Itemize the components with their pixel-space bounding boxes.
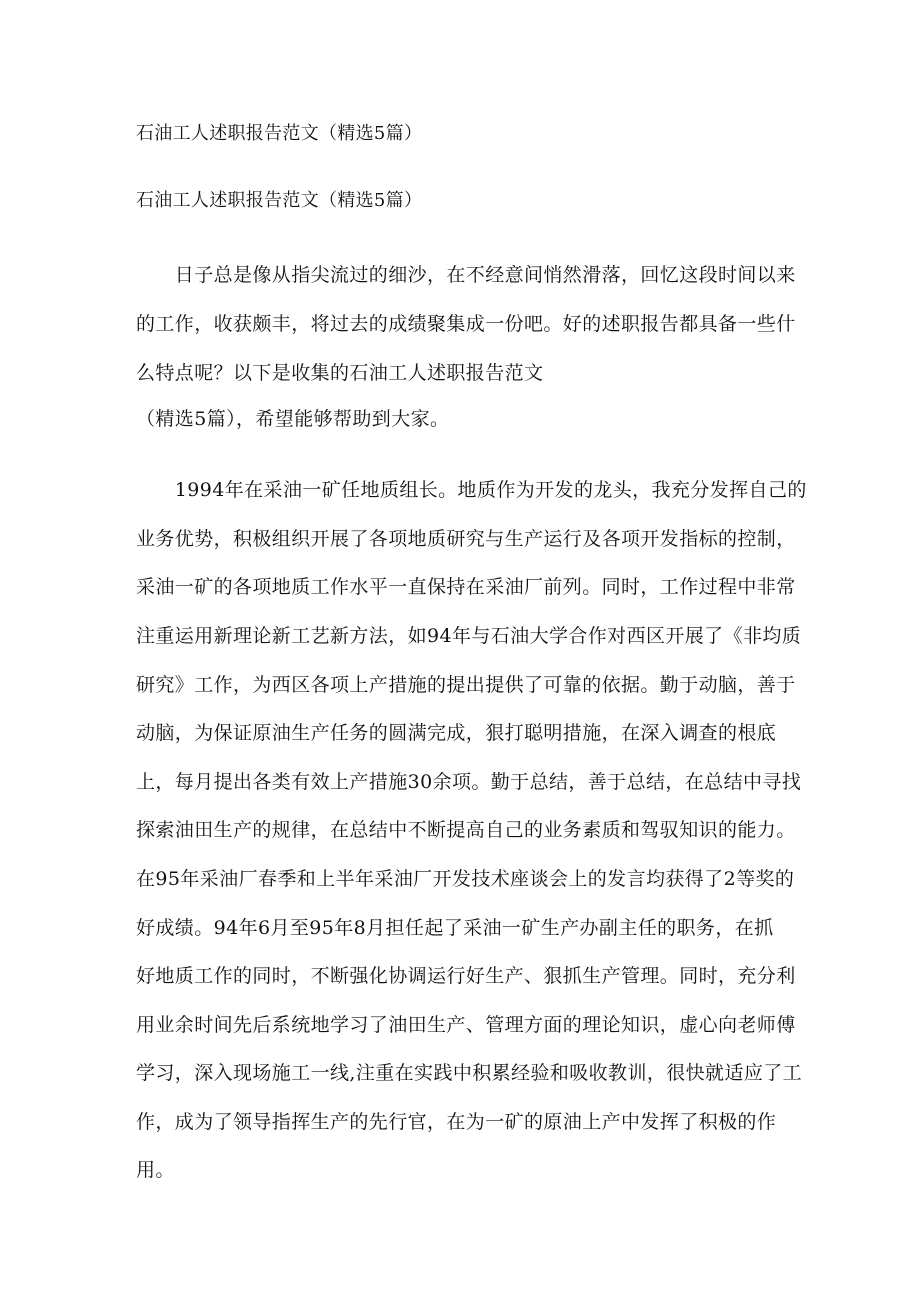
intro-line: 的工作，收获颇丰，将过去的成绩聚集成一份吧。好的述职报告都具备一些什 — [136, 313, 796, 335]
body-line: 动脑，为保证原油生产任务的圆满完成，狠打聪明措施，在深入调查的根底 — [136, 722, 777, 744]
body-line: 用。 — [136, 1159, 175, 1181]
body-line: 用业余时间先后系统地学习了油田生产、管理方面的理论知识，虚心向老师傅 — [136, 1014, 796, 1036]
intro-line: 么特点呢？以下是收集的石油工人述职报告范文 — [136, 362, 544, 384]
document-title: 石油工人述职报告范文（精选5篇） — [136, 123, 423, 144]
body-line: 业务优势，积极组织开展了各项地质研究与生产运行及各项开发指标的控制， — [136, 528, 796, 550]
document-subtitle: 石油工人述职报告范文（精选5篇） — [136, 190, 423, 211]
body-line: 研究》工作，为西区各项上产措施的提出提供了可靠的依据。勤于动脑，善于 — [136, 674, 796, 696]
body-line: 采油一矿的各项地质工作水平一直保持在采油厂前列。同时，工作过程中非常 — [136, 576, 796, 598]
body-line: 好地质工作的同时，不断强化协调运行好生产、狠抓生产管理。同时，充分利 — [136, 965, 796, 987]
body-line: 注重运用新理论新工艺新方法，如94年与石油大学合作对西区开展了《非均质 — [136, 625, 802, 647]
body-line: 学习，深入现场施工一线,注重在实践中积累经验和吸收教训，很快就适应了工 — [136, 1062, 803, 1084]
intro-line: （精选5篇），希望能够帮助到大家。 — [136, 408, 450, 430]
body-line: 好成绩。94年6月至95年8月担任起了采油一矿生产办副主任的职务，在抓 — [136, 917, 774, 939]
body-line: 1994年在采油一矿任地质组长。地质作为开发的龙头，我充分发挥自己的 — [136, 479, 807, 501]
body-line: 在95年采油厂春季和上半年采油厂开发技术座谈会上的发言均获得了2等奖的 — [136, 868, 795, 890]
body-line: 作，成为了领导指挥生产的先行官，在为一矿的原油上产中发挥了积极的作 — [136, 1111, 777, 1133]
body-line: 探索油田生产的规律，在总结中不断提高自己的业务素质和驾驭知识的能力。 — [136, 819, 796, 841]
intro-line: 日子总是像从指尖流过的细沙，在不经意间悄然滑落，回忆这段时间以来 — [136, 264, 796, 286]
body-line: 上，每月提出各类有效上产措施30余项。勤于总结，善于总结，在总结中寻找 — [136, 771, 802, 793]
